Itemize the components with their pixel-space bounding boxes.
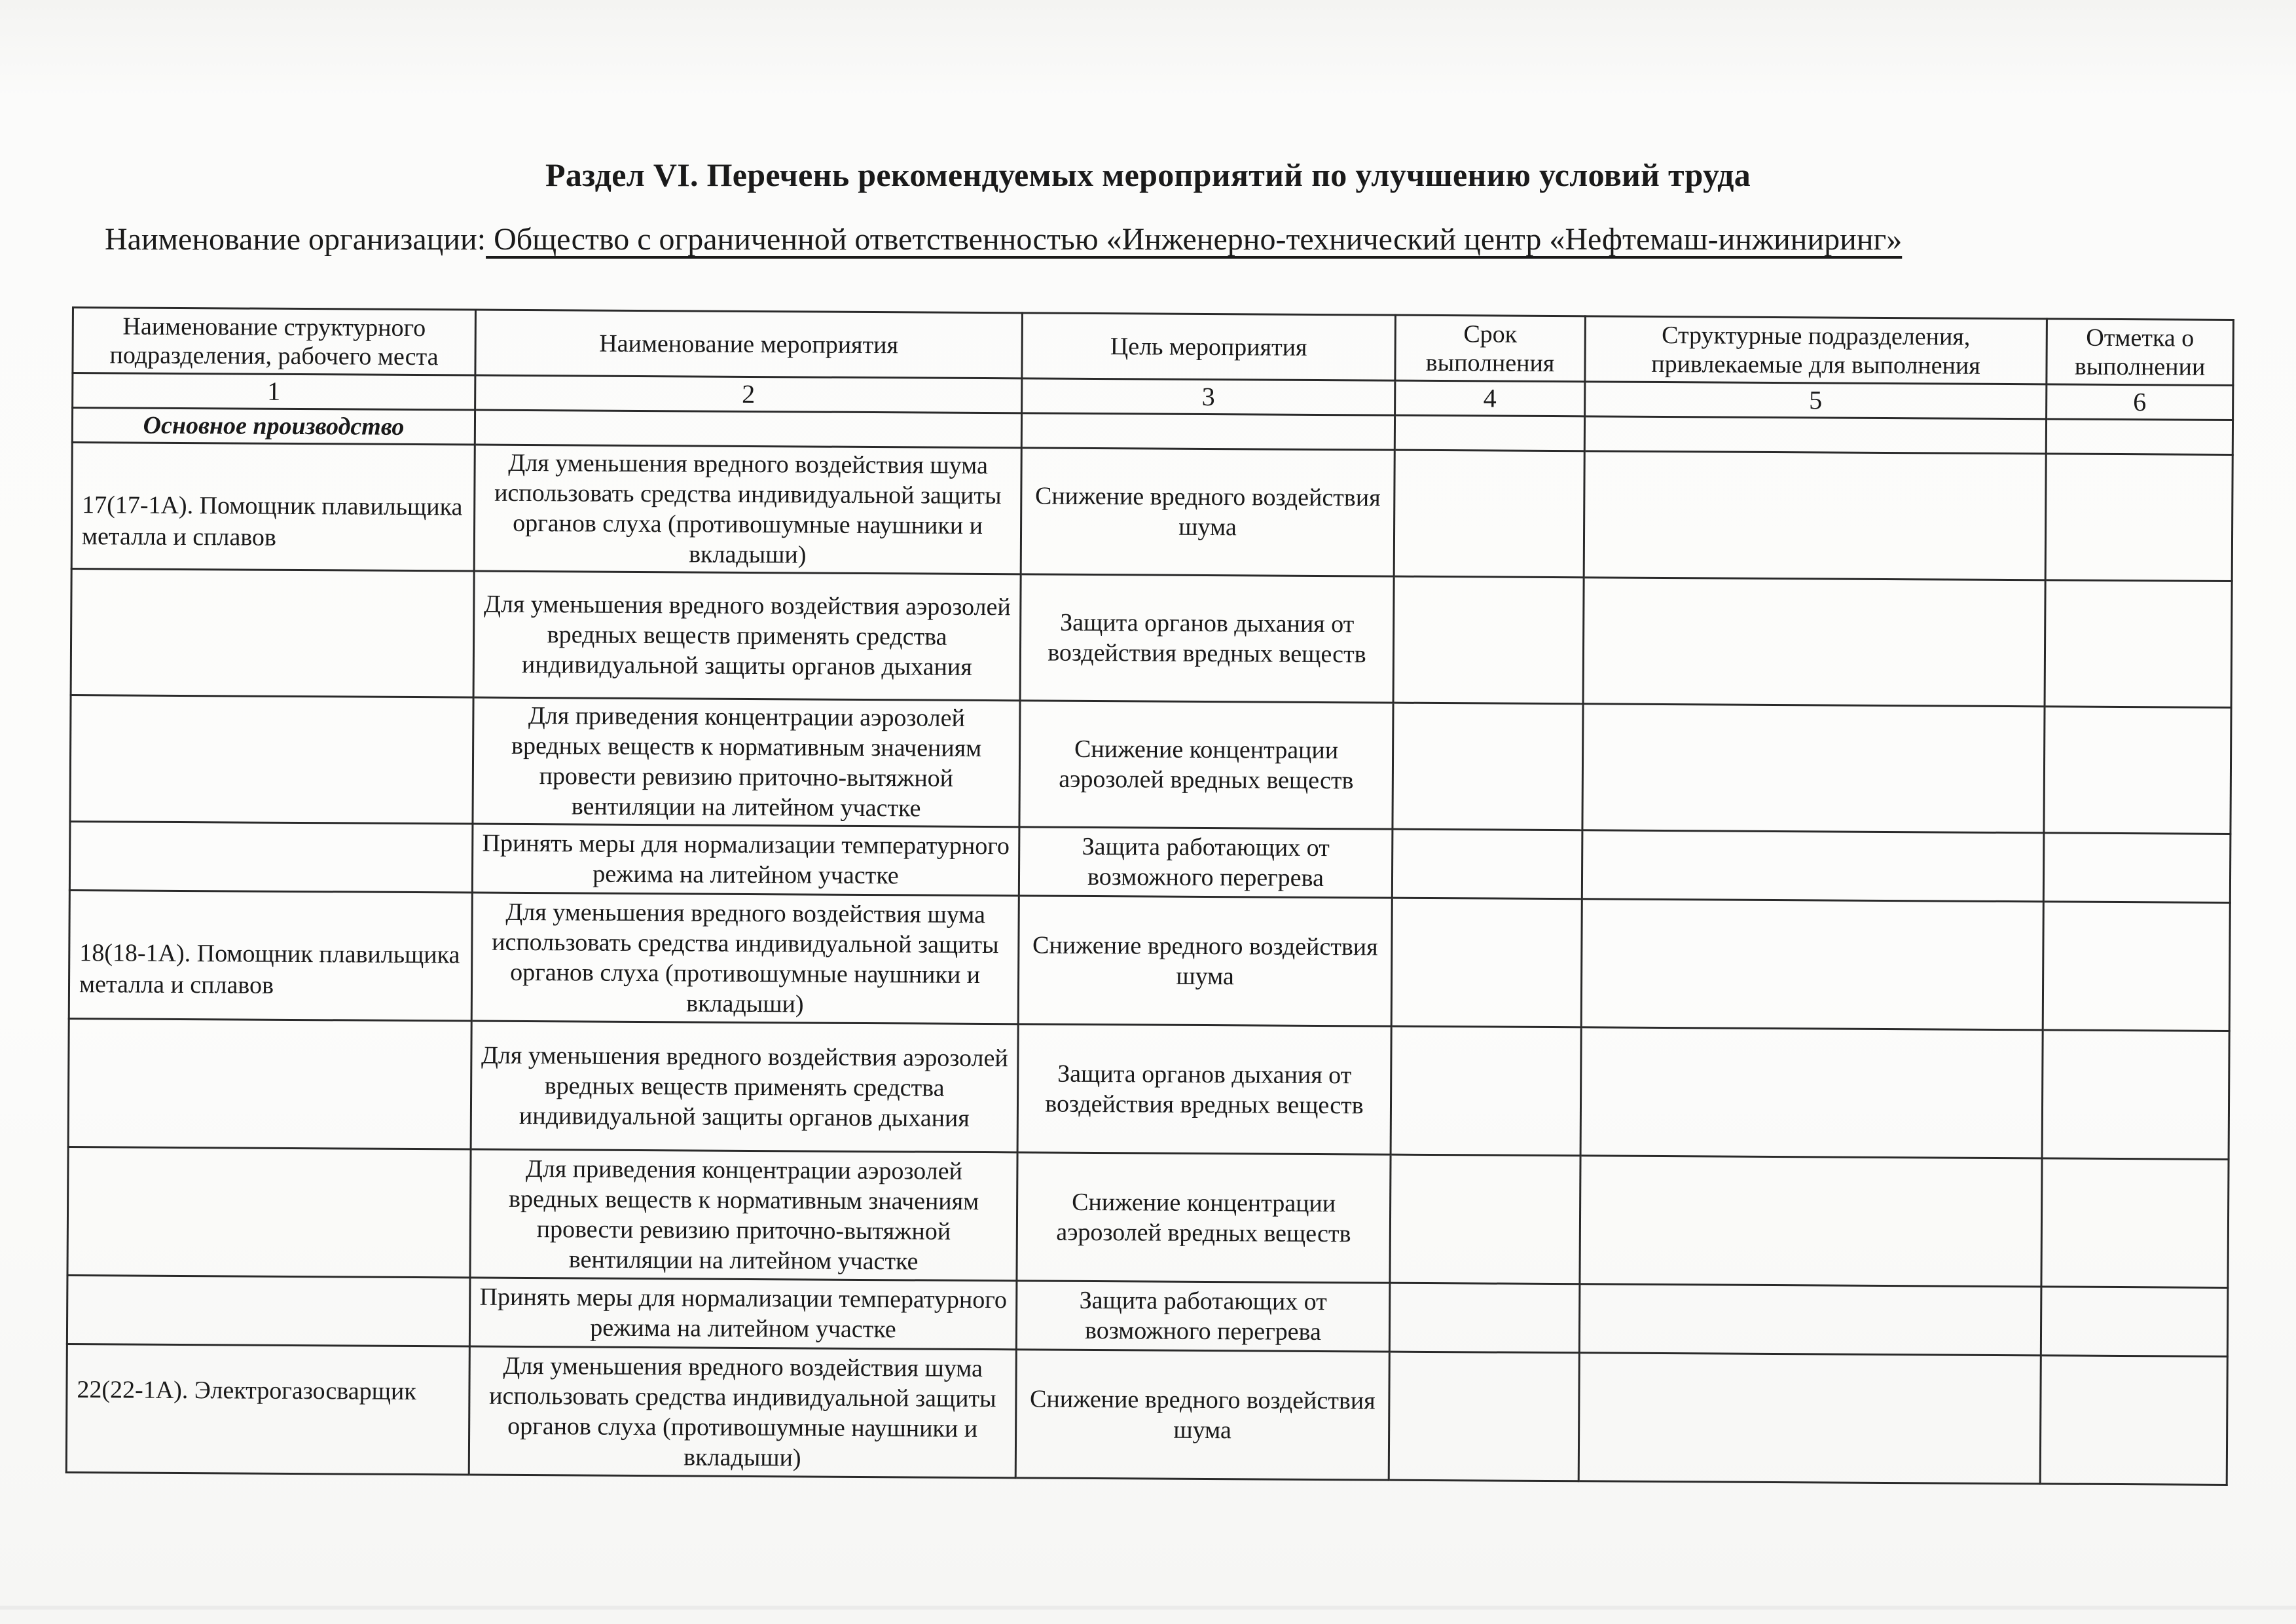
workplace-cell bbox=[70, 695, 473, 824]
goal-cell: Защита органов дыхания от воздействия вредных веществ bbox=[1017, 1024, 1391, 1154]
table-cell bbox=[1021, 413, 1394, 450]
section-label: Основное производство bbox=[72, 408, 475, 445]
action-cell: Для приведения концентрации аэрозолей вредных веществ к нормативным значениям провести ревизию приточно-вытяжной вентиляции на литейном участке bbox=[473, 697, 1020, 827]
goal-cell: Снижение вредного воздействия шума bbox=[1018, 896, 1392, 1026]
workplace-cell bbox=[67, 1147, 471, 1278]
column-number: 6 bbox=[2047, 384, 2233, 420]
departments-cell bbox=[1580, 1156, 2042, 1287]
header-departments: Структурные подразделения, привлекаемые для выполнения bbox=[1585, 316, 2047, 384]
table-row bbox=[69, 890, 2230, 1031]
header-goal: Цель мероприятия bbox=[1022, 313, 1396, 380]
column-number: 4 bbox=[1395, 380, 1585, 416]
workplace-cell: 17(17-1А). Помощник плавильщика металла и сплавов bbox=[71, 443, 475, 572]
organization-value: Общество с ограниченной ответственностью «Инженерно-технический центр «Нефтемаш-инжиниринг» bbox=[486, 222, 1903, 257]
action-cell: Принять меры для нормализации температурного режима на литейном участке bbox=[472, 824, 1019, 896]
deadline-cell bbox=[1391, 898, 1582, 1027]
deadline-cell bbox=[1393, 576, 1584, 704]
departments-cell bbox=[1583, 578, 2045, 707]
mark-cell bbox=[2041, 1158, 2229, 1288]
workplace-cell bbox=[71, 569, 474, 698]
header-mark: Отметка о выполнении bbox=[2047, 319, 2234, 386]
table-row bbox=[69, 821, 2231, 902]
mark-cell bbox=[2043, 902, 2230, 1031]
deadline-cell bbox=[1394, 450, 1584, 578]
mark-cell bbox=[2044, 707, 2231, 834]
goal-cell: Снижение вредного воздействия шума bbox=[1021, 448, 1394, 576]
organization-label: Наименование организации: bbox=[105, 222, 486, 257]
table-cell bbox=[1394, 415, 1584, 451]
goal-cell: Снижение концентрации аэрозолей вредных веществ bbox=[1019, 701, 1393, 829]
deadline-cell bbox=[1392, 829, 1582, 899]
workplace-cell bbox=[69, 821, 473, 893]
organization-line bbox=[105, 221, 1902, 257]
column-number: 1 bbox=[73, 373, 475, 411]
column-number: 5 bbox=[1585, 382, 2047, 419]
deadline-cell bbox=[1391, 1026, 1581, 1156]
column-number: 3 bbox=[1022, 378, 1395, 415]
table-row bbox=[70, 695, 2231, 834]
mark-cell bbox=[2042, 1030, 2229, 1160]
departments-cell bbox=[1580, 1027, 2043, 1158]
table-cell bbox=[475, 410, 1021, 448]
table-row bbox=[67, 1275, 2228, 1356]
action-cell: Для уменьшения вредного воздействия шума использовать средства индивидуальной защиты органов слуха (противошумные наушники и вкладыши) bbox=[474, 445, 1021, 574]
table-cell bbox=[2046, 419, 2232, 455]
workplace-cell: 22(22-1А). Электрогазосварщик bbox=[66, 1344, 469, 1475]
departments-cell bbox=[1582, 830, 2044, 902]
measures-table bbox=[65, 306, 2234, 1486]
table-row bbox=[71, 443, 2232, 581]
departments-cell bbox=[1579, 1284, 2041, 1356]
table-row bbox=[68, 1018, 2229, 1159]
action-cell: Для уменьшения вредного воздействия аэрозолей вредных веществ применять средства индивидуальной защиты органов дыхания bbox=[471, 1021, 1018, 1153]
departments-cell bbox=[1581, 899, 2043, 1030]
mark-cell bbox=[2040, 1356, 2227, 1485]
deadline-cell bbox=[1389, 1352, 1579, 1481]
mark-cell bbox=[2045, 454, 2232, 581]
table-row bbox=[66, 1344, 2227, 1485]
measures-table-wrapper bbox=[65, 306, 2232, 1521]
goal-cell: Защита работающих от возможного перегрева bbox=[1019, 827, 1393, 898]
departments-cell bbox=[1584, 451, 2046, 580]
header-row bbox=[73, 308, 2234, 386]
header-deadline: Срок выполнения bbox=[1395, 315, 1586, 382]
header-workplace: Наименование структурного подразделения, рабочего места bbox=[73, 308, 476, 376]
mark-cell bbox=[2043, 833, 2231, 903]
goal-cell: Защита органов дыхания от воздействия вредных веществ bbox=[1020, 574, 1394, 703]
departments-cell bbox=[1578, 1353, 2041, 1484]
workplace-cell bbox=[67, 1275, 470, 1346]
goal-cell: Снижение вредного воздействия шума bbox=[1015, 1350, 1389, 1480]
goal-cell: Защита работающих от возможного перегрева bbox=[1016, 1281, 1390, 1352]
departments-cell bbox=[1582, 704, 2045, 833]
deadline-cell bbox=[1393, 703, 1583, 830]
workplace-cell bbox=[68, 1018, 471, 1149]
mark-cell bbox=[2041, 1287, 2228, 1357]
page-title: Раздел VI. Перечень рекомендуемых мероприятий по улучшению условий труда bbox=[545, 157, 1751, 193]
action-cell: Для уменьшения вредного воздействия шума использовать средства индивидуальной защиты органов слуха (противошумные наушники и вкладыши) bbox=[471, 893, 1019, 1024]
action-cell: Для уменьшения вредного воздействия шума использовать средства индивидуальной защиты органов слуха (противошумные наушники и вкладыши) bbox=[469, 1346, 1016, 1478]
action-cell: Принять меры для нормализации температурного режима на литейном участке bbox=[469, 1278, 1017, 1350]
header-action: Наименование мероприятия bbox=[475, 310, 1023, 378]
deadline-cell bbox=[1390, 1154, 1580, 1284]
deadline-cell bbox=[1389, 1283, 1580, 1353]
goal-cell: Снижение концентрации аэрозолей вредных веществ bbox=[1017, 1153, 1391, 1283]
mark-cell bbox=[2045, 580, 2232, 708]
workplace-cell: 18(18-1А). Помощник плавильщика металла и сплавов bbox=[69, 890, 472, 1021]
scan-edge bbox=[0, 1606, 2296, 1610]
table-cell bbox=[1584, 416, 2046, 454]
table-row bbox=[71, 569, 2232, 708]
table-row bbox=[67, 1147, 2229, 1287]
action-cell: Для уменьшения вредного воздействия аэрозолей вредных веществ применять средства индивидуальной защиты органов дыхания bbox=[473, 571, 1021, 701]
action-cell: Для приведения концентрации аэрозолей вредных веществ к нормативным значениям провести ревизию приточно-вытяжной вентиляции на литейном участке bbox=[470, 1149, 1017, 1281]
column-number: 2 bbox=[475, 375, 1022, 413]
